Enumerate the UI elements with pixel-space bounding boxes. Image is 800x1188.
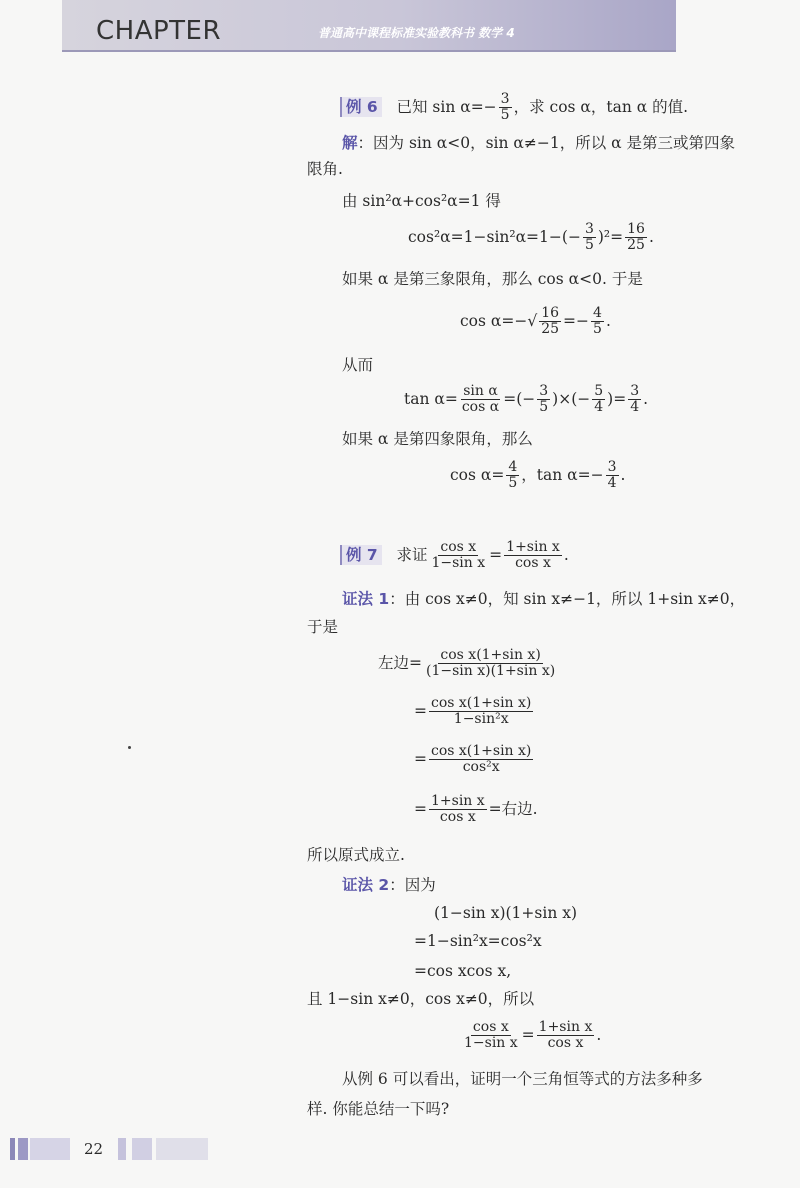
formula-cos2: cos²α=1−sin²α=1−(− $\frac{3}{5}$ )²= $\frac{16}{25}$ . [408, 221, 654, 254]
footer-bar [18, 1138, 28, 1160]
derivation-2: = $\frac{\text{cos x(1+sin x)}}{\text{1−sin²x}}$ [414, 695, 532, 728]
method-2-expr-2: =1−sin²x=cos²x [414, 932, 542, 950]
method-2-condition: 且 1−sin x≠0，cos x≠0，所以 [307, 990, 535, 1008]
footer-bar [156, 1138, 208, 1160]
page-number: 22 [84, 1140, 104, 1158]
solution-line-1 [342, 134, 735, 153]
solution-line-5: 如果 α 是第三象限角，那么 cos α<0. 于是 [342, 270, 643, 288]
closing-line-2: 样. 你能总结一下吗? [307, 1100, 450, 1118]
book-title: 普通高中课程标准实验教科书 数学 4 [318, 26, 515, 40]
derivation-1: 左边= $\frac{\text{cos x(1+sin x)}}{\text{(1−sin x)(1+sin x)}}$ [378, 647, 556, 680]
footer-bar [10, 1138, 15, 1160]
solution-line-2: 限角. [307, 160, 343, 178]
footer-bar [132, 1138, 152, 1160]
example-6-question [340, 92, 688, 124]
derivation-4: = $\frac{\text{1+sin x}}{\text{cos x}}$ =右边. [414, 793, 538, 826]
example-6-text: 已知 sin α=− $\frac{3}{5}$ ，求 cos α，tan α 的值. [386, 91, 689, 124]
solution-label: 解 [342, 134, 358, 152]
derivation-3: = $\frac{\text{cos x(1+sin x)}}{\text{cos²x}}$ [414, 743, 532, 776]
method-1-label: 证法 1 [342, 590, 390, 608]
solution-line-3: 由 sin²α+cos²α=1 得 [342, 192, 501, 210]
conclusion-1: 所以原式成立. [307, 846, 405, 864]
formula-tan-alpha: tan α= $\frac{\text{sin α}}{\text{cos α}}$ =(− $\frac{3}{5}$ )×(− $\frac{5}{4}$ )= $\frac{3}{4}$ . [404, 383, 649, 416]
method-1-text: ：由 cos x≠0，知 sin x≠−1，所以 1+sin x≠0， [389, 590, 746, 608]
footer-bar [30, 1138, 70, 1160]
method-2-line [342, 876, 436, 895]
example-6-label: 例 6 [340, 97, 382, 118]
method-2-expr-1: (1−sin x)(1+sin x) [434, 904, 578, 922]
method-2-result: $\frac{\text{cos x}}{\text{1−sin x}}$ = $\frac{\text{1+sin x}}{\text{cos x}}$ . [464, 1019, 602, 1052]
closing-line-1: 从例 6 可以看出，证明一个三角恒等式的方法多种多 [342, 1070, 703, 1088]
formula-cos-alpha: cos α=−√ $\frac{16}{25}$ =− $\frac{4}{5}$ . [460, 305, 611, 338]
example-7-label: 例 7 [340, 545, 382, 566]
footer-bar [118, 1138, 126, 1160]
method-1-then: 于是 [307, 618, 339, 636]
method-2-text: ：因为 [389, 876, 436, 894]
example-7-text: 求证 $\frac{\text{cos x}}{\text{1−sin x}}$ = $\frac{\text{1+sin x}}{\text{cos x}}$ . [386, 539, 569, 572]
method-1-line [342, 590, 745, 609]
solution-line-9: 如果 α 是第四象限角，那么 [342, 430, 533, 448]
solution-text-1: ：因为 sin α<0，sin α≠−1，所以 α 是第三或第四象 [357, 134, 736, 152]
method-2-expr-3: =cos xcos x, [414, 962, 512, 980]
example-7-question [340, 540, 569, 572]
stray-dot [128, 746, 131, 749]
method-2-label: 证法 2 [342, 876, 390, 894]
solution-line-7: 从而 [342, 356, 374, 374]
chapter-label: CHAPTER [96, 16, 222, 46]
formula-fourth-quadrant: cos α= $\frac{4}{5}$ ，tan α=− $\frac{3}{4}$ . [450, 459, 626, 492]
